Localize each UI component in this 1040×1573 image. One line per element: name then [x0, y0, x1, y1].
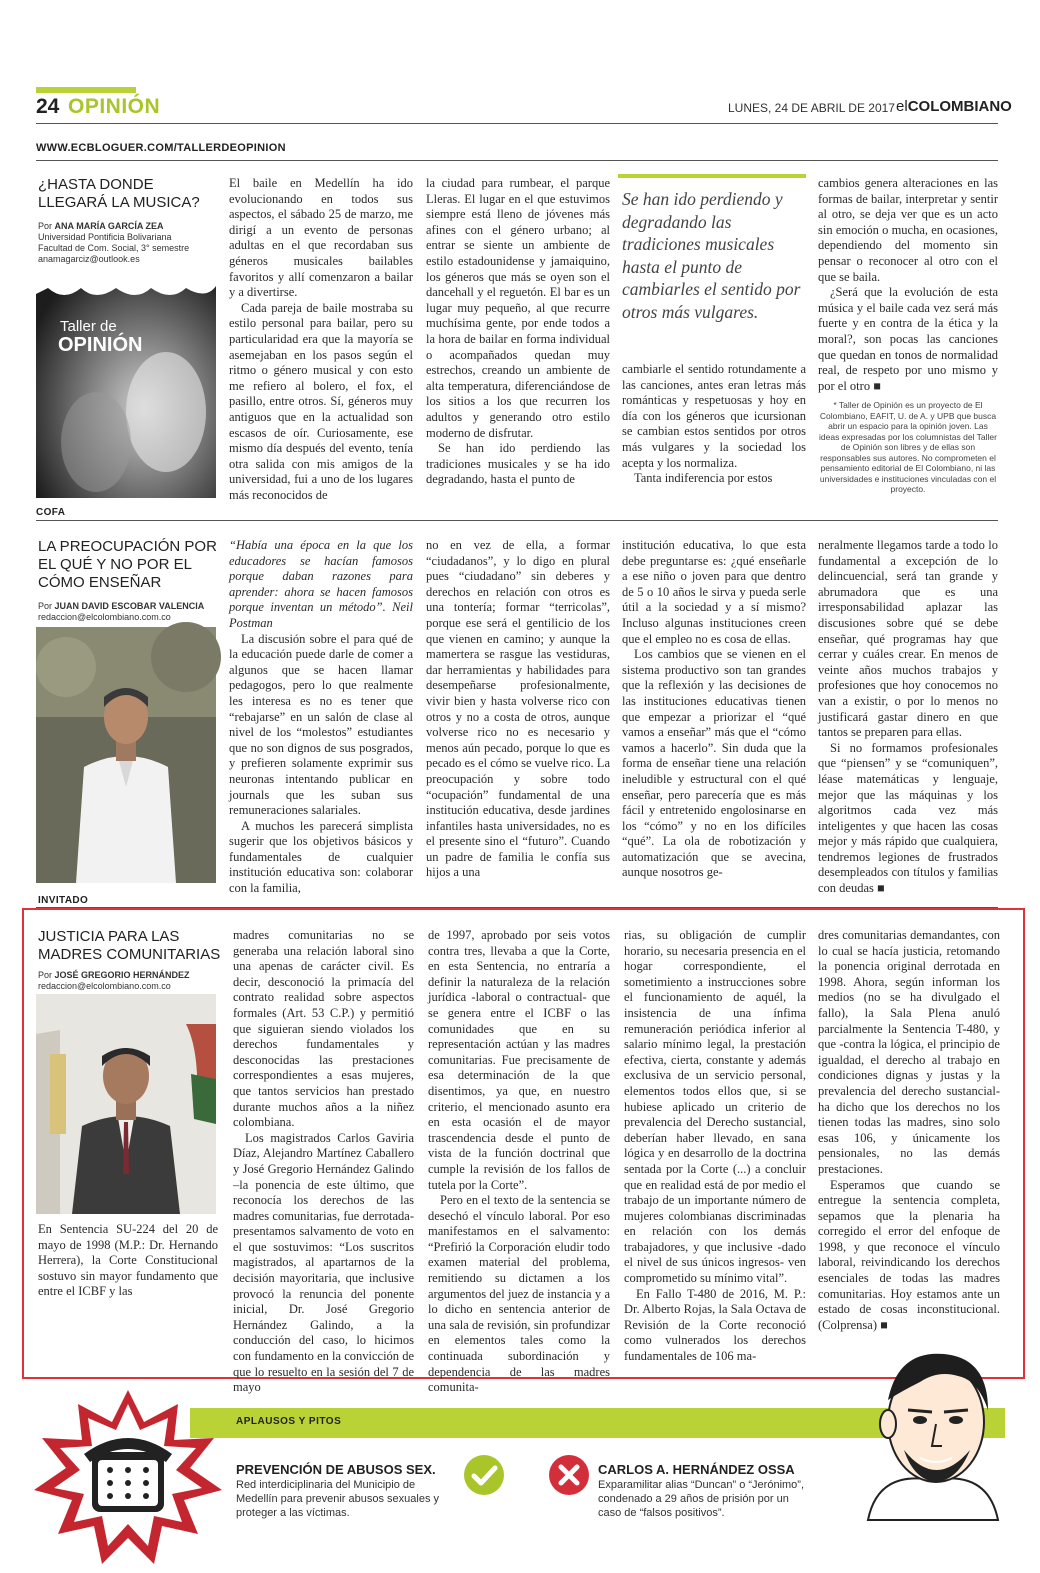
badge-line1: Taller de	[60, 318, 117, 335]
article1-headline: ¿HASTA DONDE LLEGARÁ LA MUSICA?	[38, 176, 200, 211]
article3-headline: JUSTICIA PARA LAS MADRES COMUNITARIAS	[38, 928, 221, 963]
article2-col1-p2: La discusión sobre el para qué de la educación puede darle de comer a algunos que se hacen llamar pedagogos, pero lo que realmente les interesa es no es tener que “rebajarse” en un salón de clase al nivel de los “molestos” estudiantes que no son dignos de sus posgrados, y prefieren solamente exprimir sus neuronas intentando publicar en journals que les suban sus remuneraciones salariales.	[229, 631, 413, 818]
aplauso-text: Red interdiciplinaria del Municipio de Medellín para prevenir abusos sexuales y proteger a las víctimas.	[236, 1479, 440, 1519]
article2-col1-p3: A muchos les parecerá simplista sugerir que los objetivos básicos y fundamentales de cualquier institución educativa son: colaborar con la familia,	[229, 818, 413, 896]
article1-byline-prefix: Por	[38, 221, 53, 231]
article2-column-4	[818, 538, 998, 896]
article3-column-2	[233, 928, 414, 1395]
article3-column-5	[818, 928, 1000, 1368]
article3-author: JOSÉ GREGORIO HERNÁNDEZ	[54, 970, 190, 980]
article3-column-4	[624, 928, 806, 1368]
article3-col3-p2: Pero en el texto de la sentencia se desechó el vínculo laboral. Por eso manifestamos en el salvamento: “Prefirió la Corporación eludir todo examen material del problema, remitiendo su dictamen a los argumentos del juez de instancia y a lo dicho en sentencia anterior de una sala de revisión, sin profundizar en elementos tales como la continuada subordinación y dependencia de las madres comunita-	[428, 1193, 610, 1395]
article2-col2-p1: no en vez de ella, a formar “ciudadanos”, y lo digo en plural pues “ciudadano” sin deberes y derechos en relación con otros es una tontería; formar “terricolas”, porque ese será el gentilicio de los que vienen en camino; y aunque la mamertera se rasgue las vestiduras, dar herramientas y habilidades para desempeñarse profesionalmente, vivir bien y hasta volverse rico con otros y no a costa de otros, aunque volverse rico no es necesario y menos aún pecado, porque lo que es pecado es el cómo se vuelve rico. La preocupación y sobre todo “ocupación” fundamental de una institución educativa, desde jardines infantiles hasta universidades, no es el presente sino el “futuro”. Cuando un padre de familia le confía sus hijos a una	[426, 538, 610, 880]
article1-col3-p2: Tanta indiferencia por estos	[634, 471, 773, 486]
article3-byline	[38, 970, 228, 992]
masthead	[896, 98, 1012, 115]
article1-affiliation1: Universidad Pontificia Bolivariana	[38, 232, 172, 242]
check-mark-svg	[464, 1455, 504, 1495]
pito-text: Exparamilitar alias “Duncan” o “Jerónimo”, condenado a 29 años de prisión por un caso de “falsos positivos”.	[598, 1479, 805, 1519]
blog-url[interactable]: WWW.ECBLOGUER.COM/TALLERDEOPINION	[36, 142, 286, 154]
article2-col4-p1: neralmente llegamos tarde a todo lo fundamental a excepción de lo delincuencial, será tan grande y abrumadora que es una irresponsabilidad aplazar las discusiones sobre qué se debe enseñar, qué programas hay que cerrar y cuáles crear. En menos de veinte años muchos trabajos y profesiones que hoy conocemos no van a existir, o por lo menos no justificará gastar dinero en que tantos se preparen para ellas.	[818, 538, 998, 740]
article3-col5-p1: dres comunitarias demandantes, con lo cual se hacía justicia, retomando la ponencia original derrotada en 1998. Ahora, según informan los medios (no se ha divulgado el fallo), la Sala Plena anuló parcialmente la Sentencia T-480, y que -contra la lógica, el principio de igualdad, el derecho al trabajo en condiciones dignas y justas y la prevalencia del derecho sustancial- ha dicho que los derechos no los tienen todas las madres, sino solo esas 106, y únicamente los pensionales, no las demás prestaciones.	[818, 928, 1000, 1176]
aplauso-title: PREVENCIÓN DE ABUSOS SEX.	[236, 1462, 436, 1477]
article3-author-photo	[36, 994, 216, 1214]
article3-label: INVITADO	[38, 895, 89, 906]
article2-col3-p2: Los cambios que se vienen en el sistema productivo son tan grandes que la reflexión y las decisiones de las instituciones educativas tienen que empezar a priorizar el “qué vamos a enseñar” más que el “cómo vamos a hacerlo”. Sin duda que la forma de enseñar tiene una relación ineludible y estructural con el qué enseñar, pero parecería que es más fácil y entretenido engolosinarse en los “cómo” y no en los difíciles “qué”. La ola de robotización y automatización que se avecina, aunque nosotros ge-	[622, 647, 806, 880]
article2-headline: LA PREOCUPACIÓN POR EL QUÉ Y NO POR EL CÓMO ENSEÑAR	[38, 538, 217, 591]
article3-column-3	[428, 928, 610, 1395]
article3-byline-prefix: Por	[38, 970, 53, 980]
article3-col2-p1: madres comunitarias no se generaba una relación laboral sino una apenas de carácter civil. Es decir, desconoció la primacía del contrato realidad sobre aspectos formales (Art. 53 C.P.) y permitió que siguieran siendo violados los derechos fundamentales y desconocidas las prestaciones correspondientes a esas mujeres, que tantos servicios han prestado durante muchos años a la niñez colombiana.	[233, 928, 414, 1130]
article3-column-1	[38, 1222, 218, 1330]
article2-byline-prefix: Por	[38, 601, 53, 611]
taller-opinion-badge-photo	[36, 272, 216, 498]
article2-author-photo	[36, 627, 216, 883]
article2-col4-p2: Si no formamos profesionales que “piensen” y se “comuniquen”, léase matemáticas y lenguaje, mejor que las máquinas y los algoritmos cada vez más inteligentes y que hacen las cosas mejor y más rápido que cualquiera, tendremos legiones de frustrados desempleados con títulos y familias con deudas ■	[818, 740, 998, 896]
article1-col4-p2: ¿Será que la evolución de esta música y el baile cada vez será más fuerte y en contra de la ética y la moral?, son pocas las canciones que quedan en tonos de normalidad real, de respeto por uno mismo y por el otro ■	[818, 285, 998, 393]
article1-affiliation2: Facultad de Com. Social, 3° semestre	[38, 243, 190, 253]
x-mark-svg	[549, 1455, 589, 1495]
article1-col1-p2: Cada pareja de baile mostraba su estilo personal para bailar, pero su particularidad era que la mayoría se asemejaban en los pasos según el ritmo o género musical y con esto me refiero al bolero, el fox, el pasillo, entre otros. Sí, géneros muy antiguos que en la actualidad son escasos de oír. Curiosamente, ese mismo día después del evento, tenía otra salida con mis amigos de la universidad, fui a uno de los lugares más reconocidos de	[229, 300, 413, 502]
article1-column-2	[426, 176, 610, 500]
article2-column-2	[426, 538, 610, 883]
article1-column-4	[818, 176, 998, 500]
article1-col2-p1: la ciudad para rumbear, el parque Lleras. El lugar en el que estuvimos siempre está lleno de jóvenes más afines con el género urbano; al entrar se siente un ambiente de estilo estadounidense y jamaiquino, los géneros que más se oyen son el dancehall y el reguetón. El bar es un lugar muy pequeño, al que recurre muchísima gente, por ende todos a la hora de bailar en forma individual o acompañados quedan muy estrechos, creando un ambiente de alta temperatura, diferenciándose de los sitios a los que recurren los adultos y generando otro estilo moderno de disfrutar.	[426, 176, 610, 440]
phone-starburst-art	[28, 1382, 228, 1572]
masthead-prefix: el	[896, 98, 908, 115]
article2-byline	[38, 601, 228, 623]
article2-column-1	[229, 538, 413, 896]
caricature-art	[848, 1340, 1018, 1520]
dateline: LUNES, 24 DE ABRIL DE 2017	[728, 101, 895, 115]
article3-col5-p2: Esperamos que cuando se entregue la sentencia completa, sepamos que la plenaria ha corregido el error del enfoque de 1998, y que reconoce el vínculo laboral, reivindicando los derechos esenciales de todas las madres comunitarias. Hoy estamos ante un estado de cosas inconstitucional. (Colprensa) ■	[818, 1177, 1000, 1332]
article3-portrait-art	[36, 994, 216, 1214]
section-title: OPINIÓN	[68, 95, 161, 118]
article2-col3-p1: institución educativa, lo que esta debe preguntarse es: ¿qué enseñarle a ese niño o joven para que dentro de 5 o 10 años le sirva y pueda serle útil a la sociedad y a sí mismo? Incluso algunas instituciones creen que el empleo no es cosa de ellas.	[622, 538, 806, 646]
masthead-name: COLOMBIANO	[907, 98, 1012, 115]
article1-col3-p1: cambiarle el sentido rotundamente a las canciones, antes eran letras más románticas y respetuosas y hoy en día con los géneros que icursionan se cambian estos sentidos por otros más vulgares y la sociedad los acepta y los normaliza.	[622, 362, 806, 470]
article1-email[interactable]: anamagarciz@outlook.es	[38, 254, 140, 264]
article2-label: COFA	[36, 507, 66, 518]
article2-email[interactable]: redaccion@elcolombiano.com.co	[38, 612, 171, 622]
check-icon	[464, 1455, 504, 1495]
article1-column-3	[622, 362, 806, 500]
article1-col2-p2: Se han ido perdiendo las tradiciones musicales y se ha ido degradando, hasta el punto de	[426, 441, 610, 487]
page-number: 24	[36, 95, 60, 118]
header-rule	[36, 123, 998, 124]
article1-col4-p1: cambios genera alteraciones en las formas de bailar, interpretar y sentir al otro, se deja ver que es un acto sin emoción o mucha, en ocasiones, dependiendo del momento sin pensar o reconocer al otro con el que se baila.	[818, 176, 998, 284]
section-accent-bar	[36, 87, 136, 93]
telephone-icon	[28, 1382, 228, 1572]
article3-col4-p1: rias, su obligación de cumplir horario, su necesaria presencia en el hogar correspondiente, el sometimiento a instrucciones sobre el funcionamiento de aquél, la insistencia de una ínfima remuneración periódica inferior al salario mínimo legal, la prestación efectiva, cierta, constante y además exclusiva de un servicio personal, elementos todos ellos que, si se hubiese aplicado un criterio de prevalencia del Derecho sustancial, deberían haber llevado, en sana lógica y en desarrollo de la doctrina sentada por la Corte (...) a concluir que en realidad está de por medio el trabajo de un importante número de mujeres colombianas discriminadas en relación con los demás trabajadores, y que inclusive -dado el nivel de sus únicos ingresos- ven comprometido su mínimo vital”.	[624, 928, 806, 1286]
article3-col1-p1: En Sentencia SU-224 del 20 de mayo de 1998 (M.P.: Dr. Hernando Herrera), la Corte Constitucional sostuvo sin mayor fundamento que entre el ICBF y las	[38, 1222, 218, 1299]
article3-email[interactable]: redaccion@elcolombiano.com.co	[38, 981, 171, 991]
article1-disclaimer: * Taller de Opinión es un proyecto de El Colombiano, EAFIT, U. de A. y UPB que busca abrir un espacio para la opinión joven. Las ideas expresadas por los columnistas del Taller de Opinión son libres y de ellas son responsables sus autores. No comprometen el pensamiento editorial de El Colombiano, ni las universidades e instituciones vinculadas con el proyecto.	[819, 400, 997, 495]
caricature-portrait	[848, 1340, 1018, 1520]
url-rule	[36, 160, 998, 161]
article2-portrait-art	[36, 627, 216, 883]
article2-rule	[36, 520, 998, 521]
pullquote-bar	[618, 174, 806, 178]
article3-col2-p2: Los magistrados Carlos Gaviria Díaz, Alejandro Martínez Caballero y José Gregorio Hernández Galindo –la ponencia de este último, que reconocía los derechos de las madres comunitarias, fue derrotada- presentamos salvamento de voto en el que sostuvimos: “Los suscritos magistrados, al apartarnos de la decisión mayoritaria, que inclusive provocó la renuncia del ponente inicial, Dr. José Gregorio Hernández Galindo, a la conducción del caso, lo hicimos con fundamento en la convicción de que lo resuelto en la sesión del 7 de mayo	[233, 1130, 414, 1395]
taller-opinion-badge-art	[36, 272, 216, 498]
x-icon	[549, 1455, 589, 1495]
aplausos-label: APLAUSOS Y PITOS	[236, 1416, 342, 1427]
article3-col4-p2: En Fallo T-480 de 2016, M. P.: Dr. Alberto Rojas, la Sala Octava de Revisión de la Corte reconoció como vulnerados los derechos fundamentales de 106 ma-	[624, 1286, 806, 1364]
article2-column-3	[622, 538, 806, 883]
article1-pullquote: Se han ido perdiendo y degradando las tradiciones musicales hasta el punto de cambiarles el sentido por otros más vulgares.	[622, 189, 801, 322]
pito-title: CARLOS A. HERNÁNDEZ OSSA	[598, 1462, 795, 1477]
article1-column-1	[229, 176, 413, 500]
article1-author: ANA MARÍA GARCÍA ZEA	[54, 221, 164, 231]
article2-author: JUAN DAVID ESCOBAR VALENCIA	[54, 601, 205, 611]
article1-byline	[38, 221, 228, 265]
badge-line2: OPINIÓN	[58, 334, 143, 356]
article2-col1-quote: “Había una época en la que los educadores se hacían famosos porque daban razones para aprender: ahora se hacen famosos porque inventan un método”. Neil Postman	[229, 538, 413, 630]
article3-col3-p1: de 1997, aprobado por seis votos contra tres, llevaba a que la Corte, en esta Sentencia, no entraría a definir la naturaleza de la relación jurídica -laboral o contractual- que se genera entre el ICBF o las comunidades que en su representación actúan y las madres comunitarias. Fue precisamente de esa determinación de la que disentimos, ya que, en nuestro criterio, el mencionado asunto era en esta ocasión el de mayor trascendencia desde el punto de vista de la función doctrinal que cumple la revisión de los fallos de tutela por la Corte”.	[428, 928, 610, 1192]
article1-col1-p1: El baile en Medellín ha ido evolucionando en todos sus aspectos, el sábado 25 de marzo, me dirigí a un evento de personas adultas en el que recordaban sus géneros musicales bailables favoritos y allí comenzaron a bailar y a divertirse.	[229, 176, 413, 300]
